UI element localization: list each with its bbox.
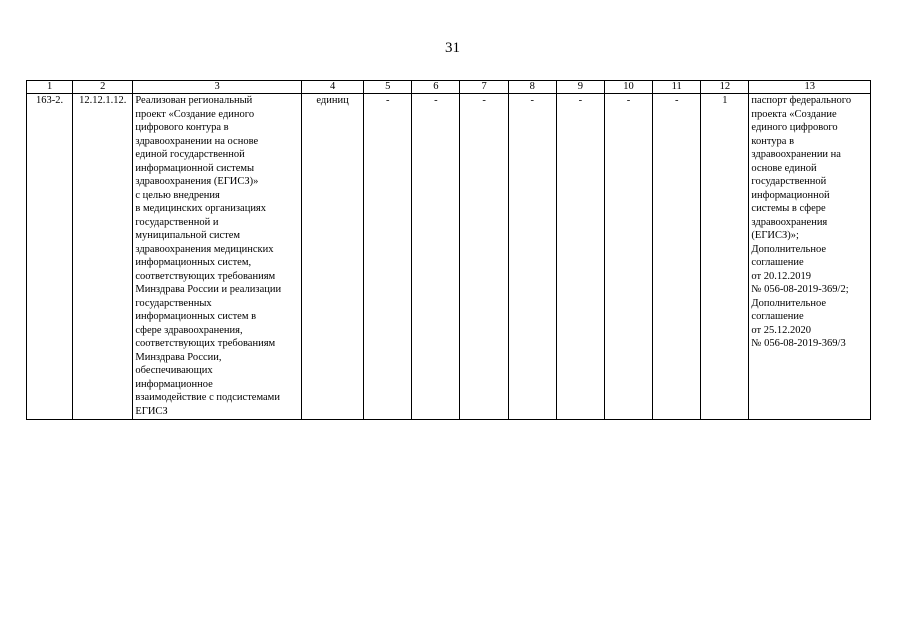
basis-line: соглашение — [751, 257, 804, 268]
description-line: цифрового контура в — [135, 122, 229, 133]
description-line: соответствующих требованиям — [135, 270, 276, 282]
unit-cell: единиц — [301, 94, 363, 420]
description-line: информационных систем в — [135, 311, 257, 322]
column-header-1: 1 — [27, 81, 73, 94]
basis-line: здравоохранения — [751, 216, 828, 228]
basis-line: № 056-08-2019-369/2; — [751, 284, 849, 295]
description-line: единой государственной — [135, 149, 245, 160]
basis-line: от 25.12.2020 — [751, 324, 811, 336]
description-line: Минздрава России и реализации — [135, 284, 282, 295]
description-line: здравоохранения медицинских — [135, 243, 274, 255]
description-line: муниципальной систем — [135, 230, 241, 241]
description-line: с целью внедрения — [135, 189, 220, 201]
basis-line: Дополнительное — [751, 243, 826, 255]
page-number: 31 — [445, 40, 460, 56]
column-header-4: 4 — [301, 81, 363, 94]
basis-line: государственной — [751, 176, 827, 187]
description-line: информационное — [135, 378, 213, 390]
indicator-table — [26, 80, 871, 420]
row-number-cell: 163-2. — [27, 94, 73, 420]
table-row — [27, 94, 871, 420]
column-header-13: 13 — [749, 81, 871, 94]
description-line: ЕГИСЗ — [135, 405, 168, 417]
basis-line: информационной — [751, 189, 830, 201]
value-cell-9: - — [556, 94, 604, 420]
column-header-6: 6 — [412, 81, 460, 94]
header-row — [27, 81, 871, 94]
column-header-9: 9 — [556, 81, 604, 94]
basis-cell — [749, 94, 871, 420]
description-line: Реализован региональный — [135, 95, 253, 106]
basis-line: основе единой — [751, 162, 817, 174]
description-line: здравоохранении на основе — [135, 135, 259, 147]
description-line: государственной и — [135, 216, 219, 228]
row-code-cell: 12.12.1.12. — [73, 94, 133, 420]
basis-line: Дополнительное — [751, 297, 826, 309]
value-cell-11: - — [653, 94, 701, 420]
value-cell-12: 1 — [701, 94, 749, 420]
value-cell-7: - — [460, 94, 508, 420]
column-header-5: 5 — [364, 81, 412, 94]
description-line: информационных систем, — [135, 257, 252, 268]
column-header-12: 12 — [701, 81, 749, 94]
basis-line: единого цифрового — [751, 122, 838, 133]
basis-line: паспорт федерального — [751, 95, 852, 106]
value-cell-6: - — [412, 94, 460, 420]
basis-line: соглашение — [751, 311, 804, 322]
column-header-3: 3 — [133, 81, 302, 94]
description-cell — [133, 94, 302, 420]
column-header-8: 8 — [508, 81, 556, 94]
description-line: сфере здравоохранения, — [135, 324, 243, 336]
description-line: здравоохранения (ЕГИСЗ)» — [135, 176, 259, 187]
basis-line: (ЕГИСЗ)»; — [751, 230, 799, 241]
value-cell-10: - — [604, 94, 652, 420]
column-header-10: 10 — [604, 81, 652, 94]
basis-line: системы в сфере — [751, 203, 826, 214]
description-line: взаимодействие с подсистемами — [135, 392, 280, 403]
basis-line: здравоохранении на — [751, 149, 841, 160]
description-line: информационной системы — [135, 162, 255, 174]
description-line: в медицинских организациях — [135, 203, 267, 214]
column-header-11: 11 — [653, 81, 701, 94]
basis-line: проекта «Создание — [751, 108, 837, 120]
column-header-2: 2 — [73, 81, 133, 94]
description-line: соответствующих требованиям — [135, 338, 276, 349]
description-line: государственных — [135, 297, 212, 309]
description-line: Минздрава России, — [135, 351, 222, 363]
basis-line: № 056-08-2019-369/3 — [751, 338, 846, 349]
description-line: обеспечивающих — [135, 365, 213, 376]
column-header-7: 7 — [460, 81, 508, 94]
description-line: проект «Создание единого — [135, 108, 255, 120]
value-cell-8: - — [508, 94, 556, 420]
basis-line: контура в — [751, 135, 795, 147]
basis-line: от 20.12.2019 — [751, 270, 811, 282]
value-cell-5: - — [364, 94, 412, 420]
